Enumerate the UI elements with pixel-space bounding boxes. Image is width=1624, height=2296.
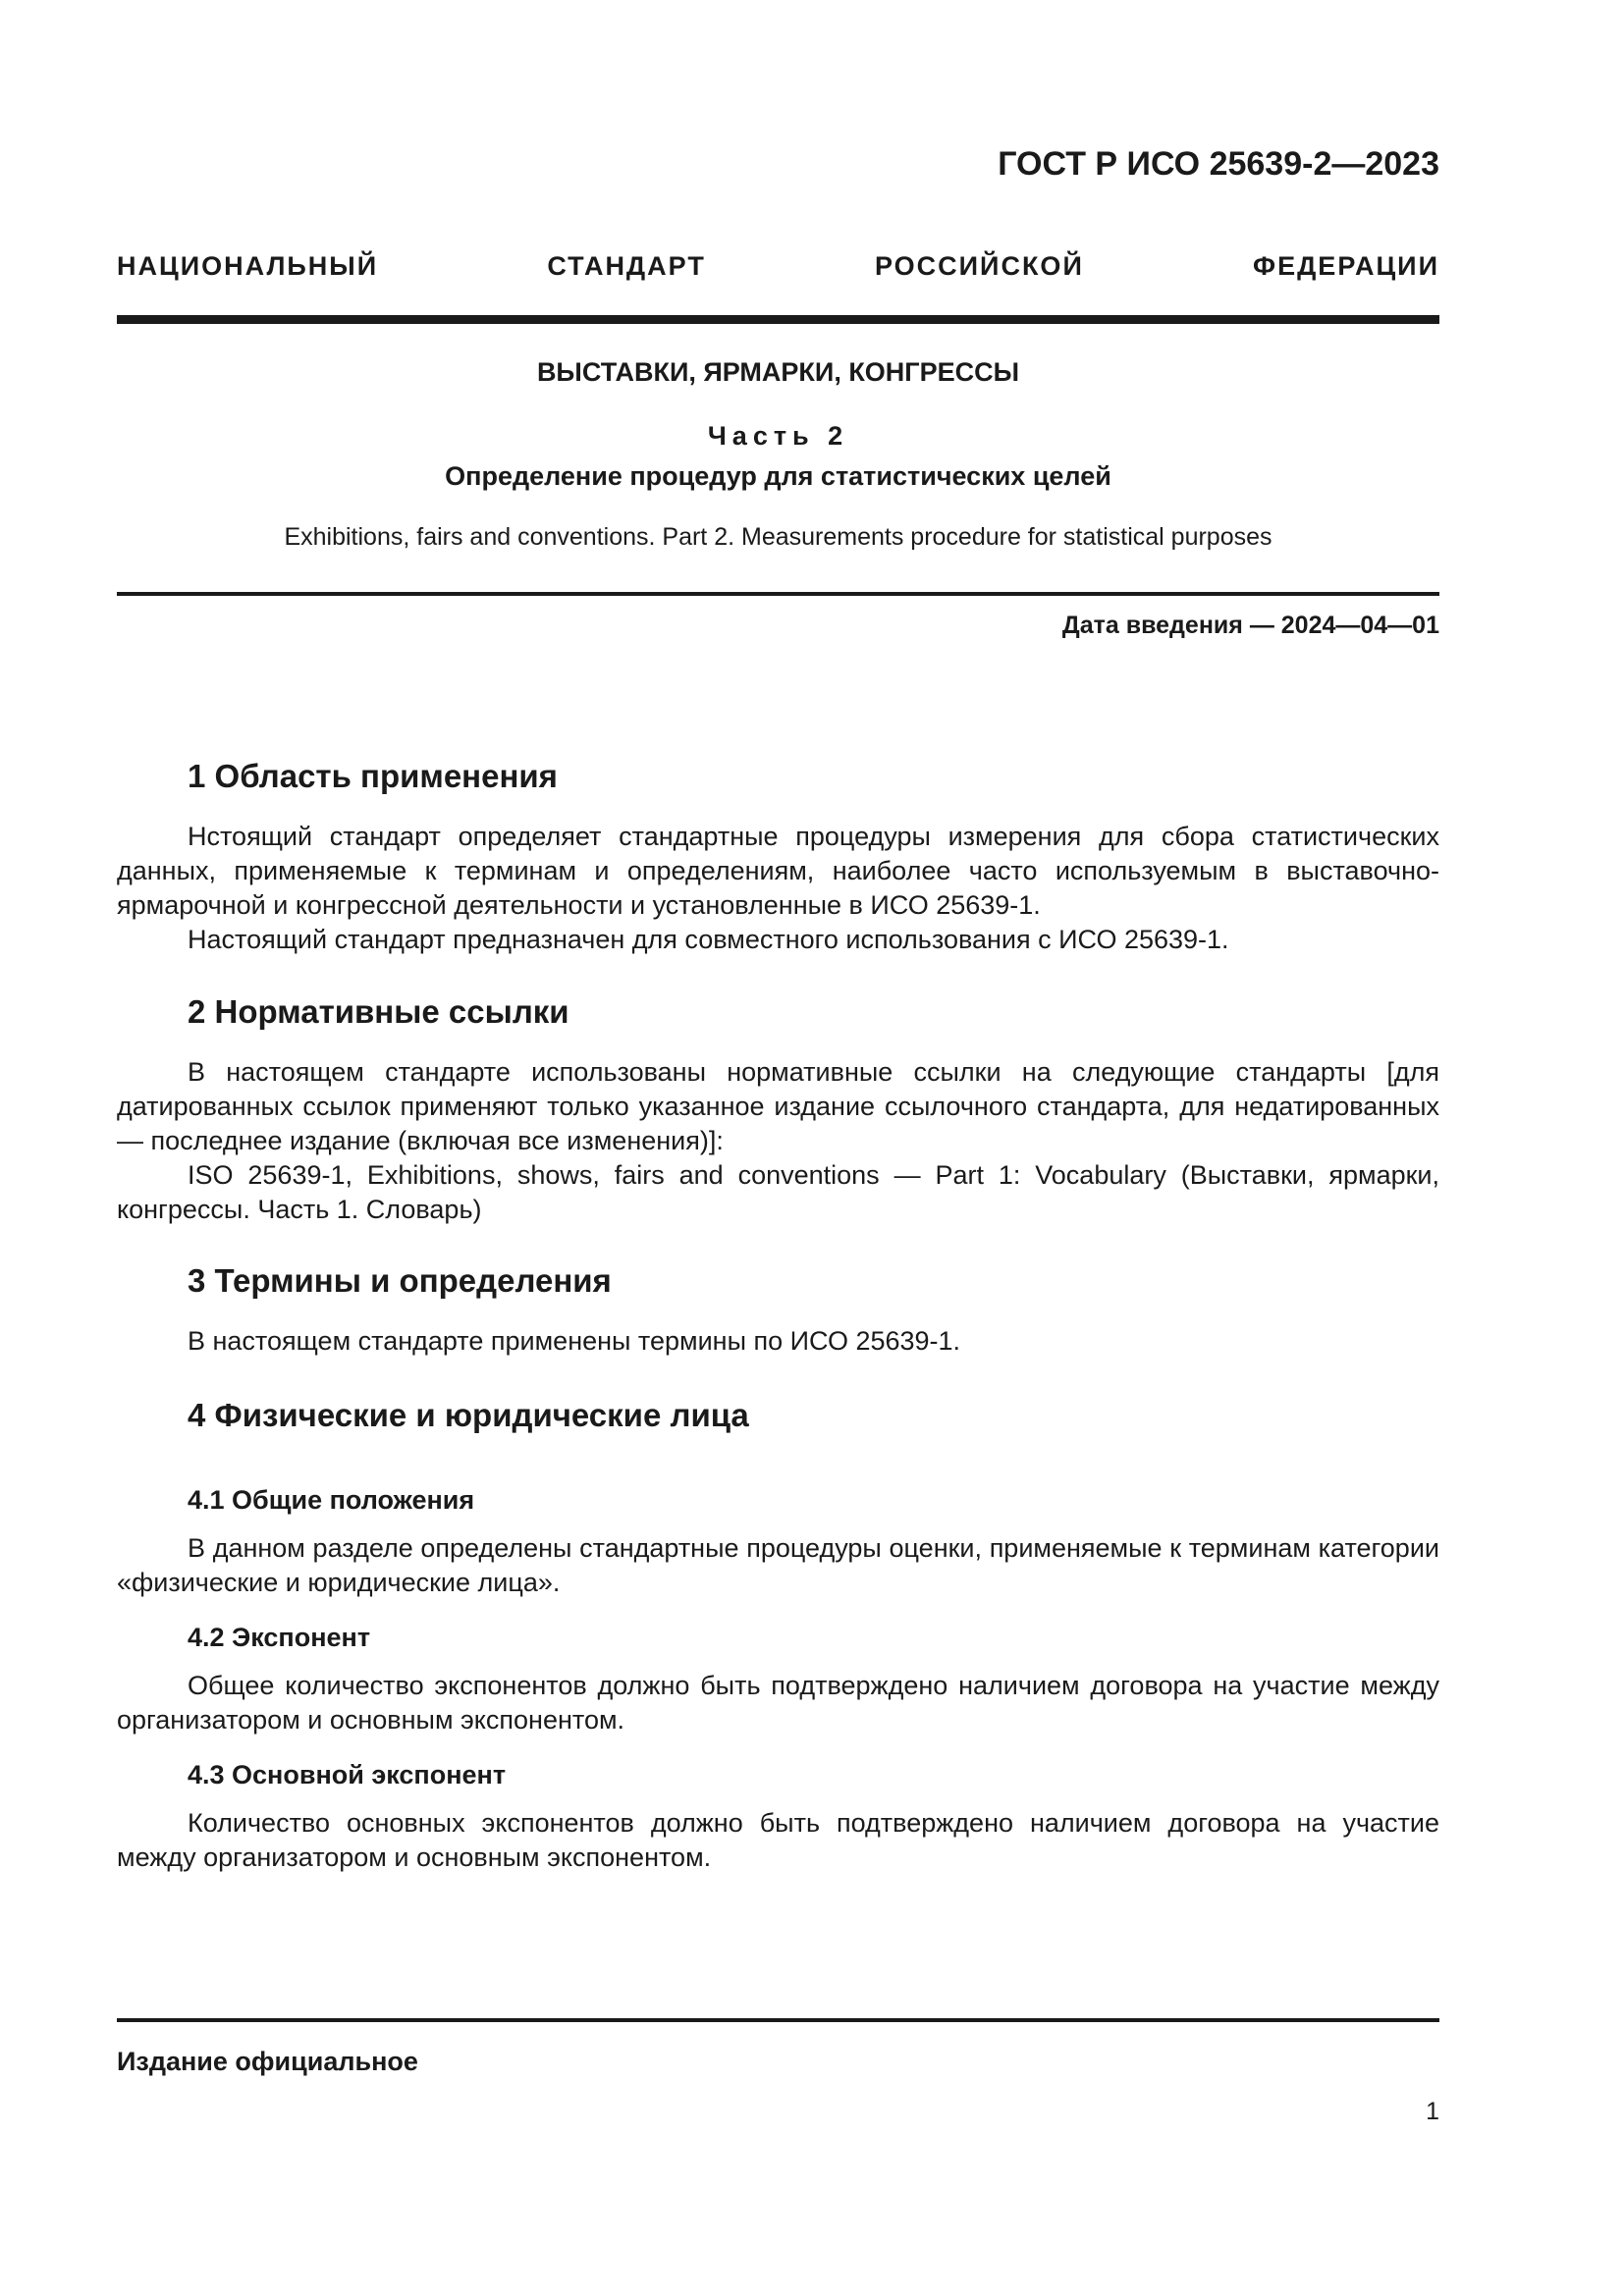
document-code: ГОСТ Р ИСО 25639-2—2023	[998, 145, 1439, 183]
footer-divider	[117, 2018, 1439, 2022]
document-subtitle: Определение процедур для статистических целей	[445, 461, 1111, 491]
section-2-paragraph-2: ISO 25639-1, Exhibitions, shows, fairs and conventions — Part 1: Vocabulary (Выставки, ярмарки, конгрессы. Часть 1. Словарь)	[117, 1160, 1439, 1224]
section-4-1-paragraph: В данном разделе определены стандартные процедуры оценки, применяемые к терминам категории «физические и юридические лица».	[117, 1533, 1439, 1597]
section-4-heading: 4 Физические и юридические лица	[188, 1397, 749, 1433]
section-2-paragraph-1: В настоящем стандарте использованы нормативные ссылки на следующие стандарты [для датированных ссылок применяют только указанное издание ссылочного стандарта, для недатированных — последнее издание (включая все изменения)]:	[117, 1057, 1439, 1155]
title-divider	[117, 592, 1439, 596]
header-divider	[117, 315, 1439, 324]
national-standard-banner: НАЦИОНАЛЬНЫЙ СТАНДАРТ РОССИЙСКОЙ ФЕДЕРАЦИИ	[117, 251, 1439, 281]
part-label: Часть 2	[707, 421, 849, 451]
section-4-3-heading: 4.3 Основной экспонент	[188, 1760, 507, 1789]
english-title: Exhibitions, fairs and conventions. Part 2. Measurements procedure for statistical purposes	[284, 523, 1272, 551]
page-number: 1	[1426, 2098, 1439, 2125]
section-3-paragraph-1: В настоящем стандарте применены термины по ИСО 25639-1.	[188, 1326, 961, 1356]
document-title: ВЫСТАВКИ, ЯРМАРКИ, КОНГРЕССЫ	[536, 357, 1020, 387]
section-4-1-heading: 4.1 Общие положения	[188, 1485, 475, 1515]
introduction-date: Дата введения — 2024—04—01	[1061, 612, 1439, 639]
official-edition-label: Издание официальное	[117, 2047, 418, 2076]
section-4-2-heading: 4.2 Экспонент	[188, 1623, 371, 1652]
section-2-heading: 2 Нормативные ссылки	[188, 993, 569, 1030]
section-1-heading: 1 Область применения	[188, 758, 558, 794]
section-4-2-paragraph: Общее количество экспонентов должно быть подтверждено наличием договора на участие между организатором и основным экспонентом.	[117, 1671, 1439, 1735]
section-1-paragraph-1: Нстоящий стандарт определяет стандартные процедуры измерения для сбора статистических данных, применяемые к терминам и определениям, наиболее часто используемым в выставочно-ярмарочной и конгрессной деятельности и установленные в ИСО 25639-1.	[117, 822, 1439, 920]
section-4-3-paragraph: Количество основных экспонентов должно быть подтверждено наличием договора на участие между организатором и основным экспонентом.	[117, 1808, 1439, 1872]
section-3-heading: 3 Термины и определения	[188, 1262, 612, 1299]
section-1-paragraph-2: Настоящий стандарт предназначен для совместного использования с ИСО 25639-1.	[188, 925, 1229, 954]
